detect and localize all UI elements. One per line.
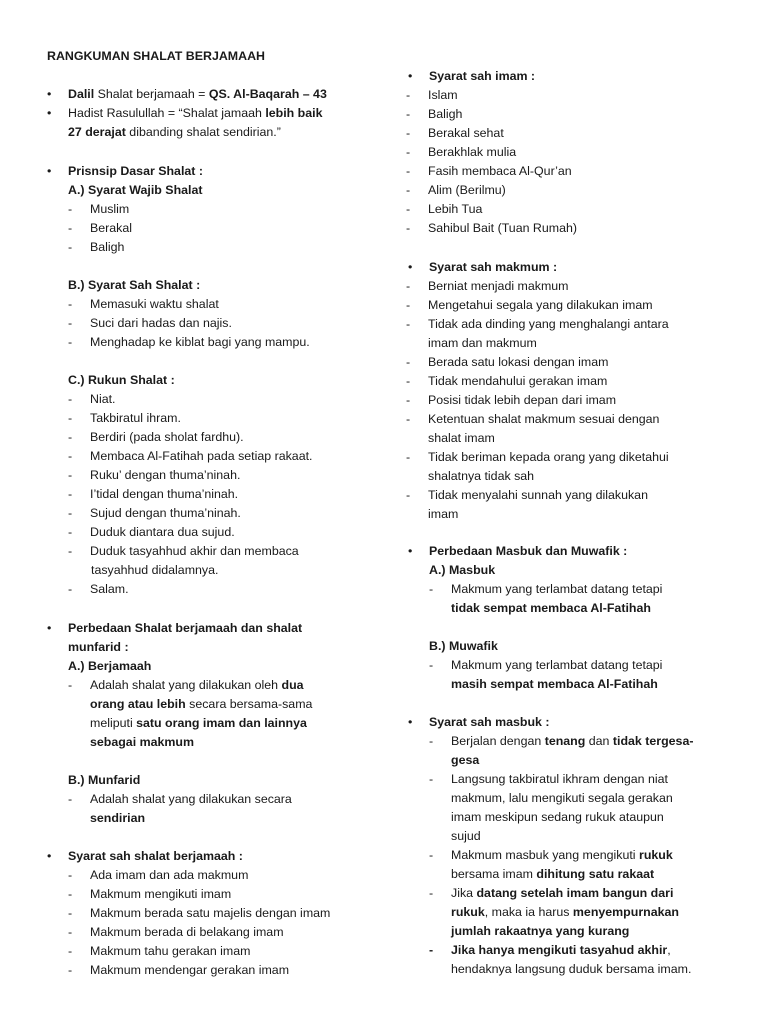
list-item-text: Berdiri (pada sholat fardhu). bbox=[90, 430, 244, 444]
perbedaan-heading-cont: munfarid : bbox=[68, 640, 129, 654]
masbuk-syarat-1-cont: gesa bbox=[451, 753, 480, 767]
bullet-icon: • bbox=[408, 260, 413, 274]
page-title: RANGKUMAN SHALAT BERJAMAAH bbox=[47, 49, 265, 63]
berjamaah-def-2: orang atau lebih secara bersama-sama bbox=[90, 697, 313, 711]
list-item-text: Takbiratul ihram. bbox=[90, 411, 181, 425]
bullet-icon: • bbox=[408, 69, 413, 83]
munfarid-def-2: sendirian bbox=[90, 811, 146, 825]
list-item-text: Berniat menjadi makmum bbox=[428, 279, 569, 293]
bullet-icon: • bbox=[408, 715, 413, 729]
list-item-text: Makmum berada di belakang imam bbox=[90, 925, 284, 939]
masbuk-syarat-2-cont: sujud bbox=[451, 829, 481, 843]
list-item-continuation: imam dan makmum bbox=[428, 336, 537, 350]
list-item-text: Alim (Berilmu) bbox=[428, 183, 506, 197]
list-item-text: Baligh bbox=[90, 240, 125, 254]
list-item-text: Ketentuan shalat makmum sesuai dengan bbox=[428, 412, 660, 426]
perbedaan-heading: • Perbedaan Shalat berjamaah dan shalat bbox=[47, 619, 384, 638]
berjamaah-heading: A.) Berjamaah bbox=[68, 659, 152, 673]
list-item-text: Menghadap ke kiblat bagi yang mampu. bbox=[90, 335, 310, 349]
wajib-heading: A.) Syarat Wajib Shalat bbox=[68, 183, 203, 197]
dalil-item bbox=[47, 85, 384, 104]
bullet-icon: • bbox=[408, 544, 413, 558]
masbuk-syarat-4-cont: rukuk, maka ia harus menyempurnakan bbox=[451, 905, 679, 919]
muwafik-def-2: masih sempat membaca Al-Fatihah bbox=[451, 677, 658, 691]
list-item-text: Makmum mendengar gerakan imam bbox=[90, 963, 290, 977]
hadist-text: Hadist Rasulullah = “Shalat jamaah bbox=[68, 106, 266, 120]
list-item-text: Membaca Al-Fatihah pada setiap rakaat. bbox=[90, 449, 313, 463]
sah-heading: B.) Syarat Sah Shalat : bbox=[68, 278, 201, 292]
bullet-icon: • bbox=[47, 87, 52, 101]
list-item-text: Salam. bbox=[90, 582, 129, 596]
masbuk-heading: A.) Masbuk bbox=[429, 563, 496, 577]
list-item-text: Makmum berada satu majelis dengan imam bbox=[90, 906, 331, 920]
list-item-text: Mengetahui segala yang dilakukan imam bbox=[428, 298, 653, 312]
list-item-text: Berada satu lokasi dengan imam bbox=[428, 355, 609, 369]
dalil-label: Dalil bbox=[68, 87, 95, 101]
masbuk-syarat-2-cont: makmum, lalu mengikuti segala gerakan bbox=[451, 791, 673, 805]
list-item-text: Duduk tasyahhud akhir dan membaca bbox=[90, 544, 299, 558]
masbuk-syarat-2-cont: imam meskipun sedang rukuk ataupun bbox=[451, 810, 664, 824]
munfarid-heading: B.) Munfarid bbox=[68, 773, 141, 787]
list-item-text: Niat. bbox=[90, 392, 116, 406]
list-item-continuation: shalat imam bbox=[428, 431, 495, 445]
masbuk-muwafik-heading: • Perbedaan Masbuk dan Muwafik : bbox=[408, 542, 768, 561]
bullet-icon: • bbox=[47, 621, 52, 635]
list-item-text: Posisi tidak lebih depan dari imam bbox=[428, 393, 617, 407]
list-item-text: Baligh bbox=[428, 107, 463, 121]
bullet-icon: • bbox=[47, 164, 52, 178]
berjamaah-def-4: sebagai makmum bbox=[90, 735, 194, 749]
list-item-text: Berakhlak mulia bbox=[428, 145, 517, 159]
list-item-text: Suci dari hadas dan najis. bbox=[90, 316, 232, 330]
list-item-text: Tidak ada dinding yang menghalangi antara bbox=[428, 317, 669, 331]
list-item-text: Berakal bbox=[90, 221, 133, 235]
list-item-text: Sahibul Bait (Tuan Rumah) bbox=[428, 221, 577, 235]
list-item-text: Ruku’ dengan thuma’ninah. bbox=[90, 468, 241, 482]
imam-heading: • Syarat sah imam : bbox=[408, 67, 768, 86]
masbuk-syarat-heading: • Syarat sah masbuk : bbox=[408, 713, 768, 732]
hadist-bold: lebih baik bbox=[265, 106, 323, 120]
list-item-text: Berakal sehat bbox=[428, 126, 504, 140]
hadist-continuation bbox=[68, 123, 281, 142]
list-item-text: I’tidal dengan thuma’ninah. bbox=[90, 487, 239, 501]
list-item-continuation: shalatnya tidak sah bbox=[428, 469, 535, 483]
list-item-text: Duduk diantara dua sujud. bbox=[90, 525, 235, 539]
rukun-continuation: tasyahhud didalamnya. bbox=[91, 563, 219, 577]
list-item-text: Islam bbox=[428, 88, 458, 102]
list-item-text: Lebih Tua bbox=[428, 202, 483, 216]
masbuk-syarat-4-cont: jumlah rakaatnya yang kurang bbox=[451, 924, 630, 938]
list-item-text: Fasih membaca Al-Qur’an bbox=[428, 164, 572, 178]
hadist-item bbox=[47, 104, 384, 123]
berjamaah-def-3: meliputi satu orang imam dan lainnya bbox=[90, 716, 307, 730]
list-item-text: Muslim bbox=[90, 202, 130, 216]
list-item-text: Tidak mendahului gerakan imam bbox=[428, 374, 608, 388]
masbuk-def-2: tidak sempat membaca Al-Fatihah bbox=[451, 601, 651, 615]
prinsip-heading: • Prisnsip Dasar Shalat : bbox=[47, 162, 384, 181]
list-item-text: Sujud dengan thuma’ninah. bbox=[90, 506, 241, 520]
syarat-berjamaah-heading: • Syarat sah shalat berjamaah : bbox=[47, 847, 384, 866]
list-item-continuation: imam bbox=[428, 507, 459, 521]
dalil-text: Shalat berjamaah = bbox=[94, 87, 209, 101]
list-item-text: Memasuki waktu shalat bbox=[90, 297, 219, 311]
list-item-text: Tidak beriman kepada orang yang diketahui bbox=[428, 450, 669, 464]
list-item-text: Makmum tahu gerakan imam bbox=[90, 944, 251, 958]
list-item-text: Makmum mengikuti imam bbox=[90, 887, 232, 901]
bullet-icon: • bbox=[47, 106, 52, 120]
list-item-text: Ada imam dan ada makmum bbox=[90, 868, 249, 882]
muwafik-heading: B.) Muwafik bbox=[429, 639, 498, 653]
bullet-icon: • bbox=[47, 849, 52, 863]
makmum-heading: • Syarat sah makmum : bbox=[408, 258, 768, 277]
dalil-ref: QS. Al-Baqarah – 43 bbox=[208, 87, 327, 101]
hadist-text-2: dibanding shalat sendirian.” bbox=[125, 125, 281, 139]
list-item-text: Tidak menyalahi sunnah yang dilakukan bbox=[428, 488, 648, 502]
rukun-heading: C.) Rukun Shalat : bbox=[68, 373, 175, 387]
masbuk-syarat-3-cont: bersama imam dihitung satu rakaat bbox=[451, 867, 655, 881]
masbuk-syarat-5-cont: hendaknya langsung duduk bersama imam. bbox=[451, 962, 692, 976]
hadist-bold-2: 27 derajat bbox=[68, 125, 126, 139]
